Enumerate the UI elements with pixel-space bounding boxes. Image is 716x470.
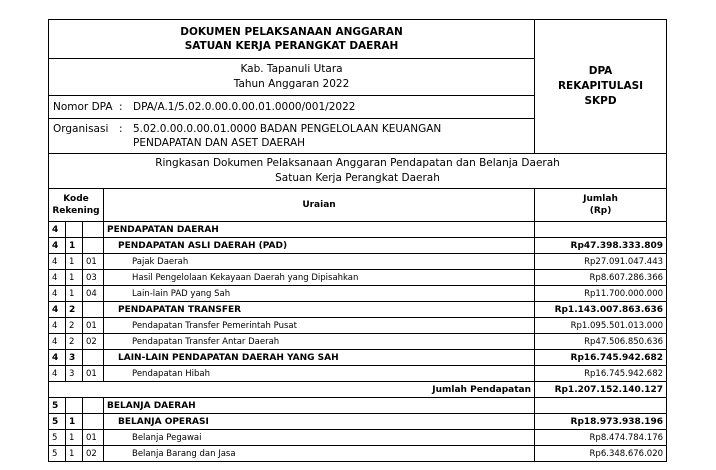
nomor-dpa-colon: : xyxy=(119,101,123,113)
uraian-cell: PENDAPATAN ASLI DAERAH (PAD) xyxy=(104,238,535,254)
table-row xyxy=(49,286,667,302)
kode-1-cell: 4 xyxy=(49,270,66,286)
table-row xyxy=(49,254,667,270)
jumlah-cell xyxy=(535,398,667,414)
kode-1-cell: 4 xyxy=(49,318,66,334)
jumlah-header-line-1: Jumlah xyxy=(583,194,618,204)
kode-3-cell: 03 xyxy=(83,270,104,286)
table-row xyxy=(49,414,667,430)
kode-1-cell: 4 xyxy=(49,302,66,318)
jumlah-cell: Rp6.348.676.020 xyxy=(535,446,667,462)
kode-3-cell xyxy=(83,238,104,254)
organisasi-label: Organisasi xyxy=(53,123,109,135)
belanja-rows xyxy=(49,398,667,462)
jumlah-header xyxy=(535,189,667,222)
kode-2-cell: 2 xyxy=(66,318,83,334)
kode-header-line-1: Kode xyxy=(63,194,89,204)
kode-1-cell: 4 xyxy=(49,254,66,270)
jumlah-cell: Rp16.745.942.682 xyxy=(535,366,667,382)
table-row xyxy=(49,334,667,350)
table-row xyxy=(49,222,667,238)
jumlah-cell: Rp18.973.938.196 xyxy=(535,414,667,430)
dpa-table xyxy=(48,19,667,462)
nomor-dpa-value: DPA/A.1/5.02.0.00.0.00.01.0000/001/2022 xyxy=(133,101,356,113)
region-label: Kab. Tapanuli Utara xyxy=(240,63,343,75)
kode-2-cell: 1 xyxy=(66,430,83,446)
title-line-1: DOKUMEN PELAKSANAAN ANGGARAN xyxy=(180,26,403,38)
document-type xyxy=(535,20,667,154)
jumlah-cell: Rp47.398.333.809 xyxy=(535,238,667,254)
kode-2-cell: 1 xyxy=(66,270,83,286)
summary-line-2: Satuan Kerja Perangkat Daerah xyxy=(275,172,440,184)
organisasi-value: 5.02.0.00.0.00.01.0000 BADAN PENGELOLAAN KEUANGAN PENDAPATAN DAN ASET DAERAH xyxy=(133,123,442,149)
summary-line-1: Ringkasan Dokumen Pelaksanaan Anggaran Pendapatan dan Belanja Daerah xyxy=(155,157,560,169)
uraian-cell: PENDAPATAN TRANSFER xyxy=(104,302,535,318)
table-row xyxy=(49,238,667,254)
kode-3-cell xyxy=(83,398,104,414)
uraian-cell: PENDAPATAN DAERAH xyxy=(104,222,535,238)
kode-3-cell: 01 xyxy=(83,366,104,382)
total-pendapatan-amount: Rp1.207.152.140.127 xyxy=(535,382,667,398)
kode-2-cell: 3 xyxy=(66,350,83,366)
title-line-2: SATUAN KERJA PERANGKAT DAERAH xyxy=(184,40,399,52)
uraian-cell: Belanja Barang dan Jasa xyxy=(104,446,535,462)
jumlah-cell: Rp16.745.942.682 xyxy=(535,350,667,366)
kode-2-cell xyxy=(66,222,83,238)
kode-1-cell: 4 xyxy=(49,350,66,366)
uraian-cell: Belanja Pegawai xyxy=(104,430,535,446)
uraian-cell: Hasil Pengelolaan Kekayaan Daerah yang Dipisahkan xyxy=(104,270,535,286)
jumlah-cell xyxy=(535,222,667,238)
jumlah-cell: Rp27.091.047.443 xyxy=(535,254,667,270)
jumlah-cell: Rp8.474.784.176 xyxy=(535,430,667,446)
uraian-cell: BELANJA OPERASI xyxy=(104,414,535,430)
kode-2-cell: 1 xyxy=(66,254,83,270)
table-row xyxy=(49,430,667,446)
kode-1-cell: 4 xyxy=(49,222,66,238)
kode-2-cell: 2 xyxy=(66,334,83,350)
fiscal-year-label: Tahun Anggaran 2022 xyxy=(233,78,350,90)
kode-2-cell: 1 xyxy=(66,238,83,254)
uraian-cell: Pajak Daerah xyxy=(104,254,535,270)
table-row xyxy=(49,366,667,382)
kode-1-cell: 5 xyxy=(49,430,66,446)
table-row xyxy=(49,446,667,462)
kode-1-cell: 5 xyxy=(49,398,66,414)
organisasi-colon: : xyxy=(119,123,123,135)
table-row xyxy=(49,270,667,286)
summary-heading xyxy=(49,154,667,189)
kode-2-cell: 2 xyxy=(66,302,83,318)
organisasi-row xyxy=(49,119,535,154)
nomor-dpa-label: Nomor DPA xyxy=(53,101,113,113)
kode-1-cell: 4 xyxy=(49,286,66,302)
table-row xyxy=(49,318,667,334)
jumlah-header-line-2: (Rp) xyxy=(589,206,612,216)
uraian-cell: Pendapatan Hibah xyxy=(104,366,535,382)
kode-3-cell xyxy=(83,222,104,238)
kode-3-cell: 01 xyxy=(83,318,104,334)
kode-2-cell: 3 xyxy=(66,366,83,382)
kode-3-cell: 02 xyxy=(83,446,104,462)
kode-1-cell: 4 xyxy=(49,366,66,382)
nomor-dpa-row xyxy=(49,96,535,119)
kode-rekening-header xyxy=(49,189,104,222)
doc-type-line-2: REKAPITULASI xyxy=(557,80,644,92)
region-year xyxy=(49,59,535,96)
table-row xyxy=(49,302,667,318)
jumlah-cell: Rp11.700.000.000 xyxy=(535,286,667,302)
kode-3-cell: 02 xyxy=(83,334,104,350)
doc-type-line-3: SKPD xyxy=(584,95,617,107)
uraian-cell: Lain-lain PAD yang Sah xyxy=(104,286,535,302)
table-row xyxy=(49,398,667,414)
total-pendapatan-row xyxy=(49,382,667,398)
table-row xyxy=(49,350,667,366)
total-pendapatan-label: Jumlah Pendapatan xyxy=(49,382,535,398)
uraian-cell: Pendapatan Transfer Pemerintah Pusat xyxy=(104,318,535,334)
kode-2-cell: 1 xyxy=(66,414,83,430)
uraian-cell: LAIN-LAIN PENDAPATAN DAERAH YANG SAH xyxy=(104,350,535,366)
kode-1-cell: 4 xyxy=(49,334,66,350)
jumlah-cell: Rp47.506.850.636 xyxy=(535,334,667,350)
jumlah-cell: Rp8.607.286.366 xyxy=(535,270,667,286)
kode-1-cell: 5 xyxy=(49,446,66,462)
uraian-cell: Pendapatan Transfer Antar Daerah xyxy=(104,334,535,350)
kode-3-cell: 04 xyxy=(83,286,104,302)
kode-3-cell: 01 xyxy=(83,254,104,270)
kode-3-cell xyxy=(83,350,104,366)
kode-3-cell xyxy=(83,302,104,318)
jumlah-cell: Rp1.095.501.013.000 xyxy=(535,318,667,334)
jumlah-cell: Rp1.143.007.863.636 xyxy=(535,302,667,318)
doc-type-line-1: DPA xyxy=(588,65,613,77)
document-title xyxy=(49,20,535,59)
pendapatan-rows xyxy=(49,222,667,382)
dpa-document xyxy=(48,19,666,462)
kode-2-cell xyxy=(66,398,83,414)
kode-3-cell: 01 xyxy=(83,430,104,446)
kode-1-cell: 4 xyxy=(49,238,66,254)
kode-1-cell: 5 xyxy=(49,414,66,430)
kode-3-cell xyxy=(83,414,104,430)
kode-header-line-2: Rekening xyxy=(52,206,100,216)
kode-2-cell: 1 xyxy=(66,286,83,302)
uraian-cell: BELANJA DAERAH xyxy=(104,398,535,414)
uraian-header: Uraian xyxy=(104,189,535,222)
kode-2-cell: 1 xyxy=(66,446,83,462)
